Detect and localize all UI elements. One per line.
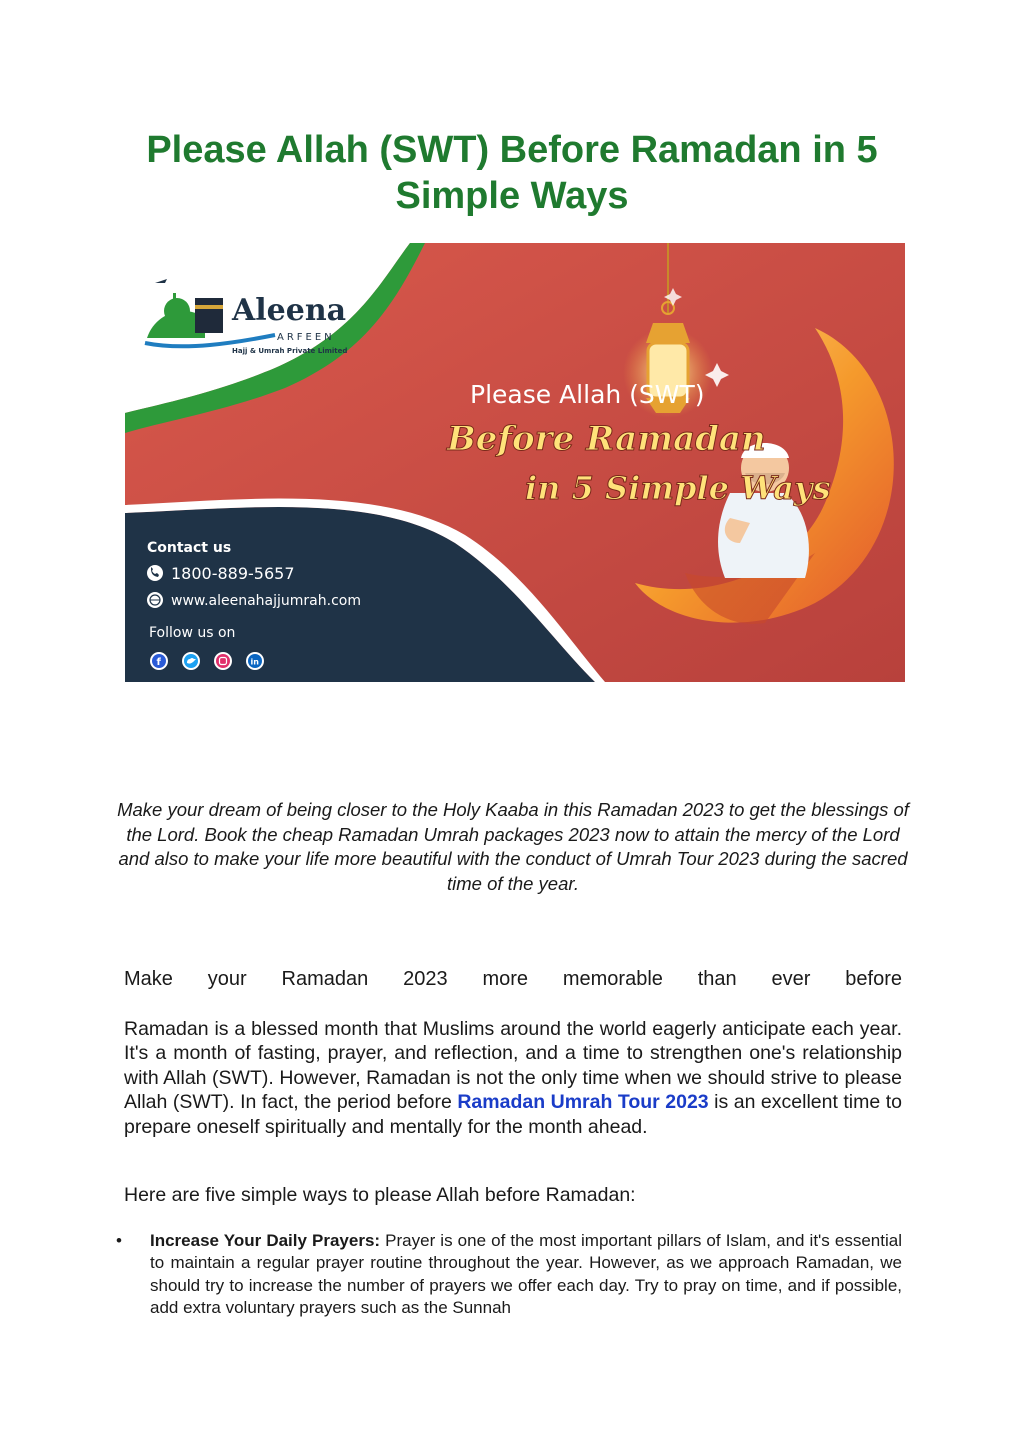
way-title: Increase Your Daily Prayers: xyxy=(150,1231,381,1250)
way-text: Prayer is one of the most important pillars of Islam, and it's essential to maintain a regular prayer routine throughout the year. However, as we approach Ramadan, we should try to increase the number of prayers we offer each day. Try to pray on time, and if possible, add extra voluntary prayers such as the Sunnah xyxy=(150,1231,902,1317)
section-subheading: Make your Ramadan 2023 more memorable than ever before xyxy=(124,968,902,990)
brand-name: Aleena xyxy=(232,293,347,328)
banner-script-line1: Before Ramadan xyxy=(447,419,766,459)
paragraph-text: Ramadan is a blessed month that Muslims around the world eagerly anticipate each year. It's a month of fasting, prayer, and reflection, and a time to strengthen one's relationship with Allah (SWT). However, Ramadan is not the only time when we should strive to please Allah (SWT). In fact, the period before xyxy=(124,1018,902,1114)
bullet-icon: • xyxy=(116,1231,122,1250)
svg-text:in: in xyxy=(250,657,259,667)
banner-script-line2: in 5 Simple Ways xyxy=(525,469,831,507)
globe-icon xyxy=(147,592,163,608)
body-paragraph-1 xyxy=(124,1017,902,1139)
ways-list xyxy=(116,1230,902,1319)
instagram-icon xyxy=(214,652,232,670)
list-item xyxy=(116,1230,902,1319)
paragraph-text: is an excellent time to prepare oneself spiritually and mentally for the month ahead. xyxy=(124,1091,902,1138)
page-title: Please Allah (SWT) Before Ramadan in 5 Simple Ways xyxy=(146,129,878,217)
linkedin-icon xyxy=(246,652,264,670)
follow-label: Follow us on xyxy=(149,625,236,641)
ramadan-umrah-tour-link[interactable]: Ramadan Umrah Tour 2023 xyxy=(457,1091,709,1114)
facebook-icon xyxy=(150,652,168,670)
svg-text:f: f xyxy=(156,657,161,668)
banner-image xyxy=(125,243,905,682)
phone-number: 1800-889-5657 xyxy=(171,564,295,583)
banner-headline: Please Allah (SWT) xyxy=(470,380,705,409)
website: www.aleenahajjumrah.com xyxy=(171,593,361,609)
phone-icon xyxy=(147,565,163,581)
body-paragraph-2: Here are five simple ways to please Allah before Ramadan: xyxy=(124,1184,636,1206)
intro-paragraph: Make your dream of being closer to the Holy Kaaba in this Ramadan 2023 to get the blessings of the Lord. Book the cheap Ramadan Umrah packages 2023 now to attain the mercy of the Lord and also to make your life more beautiful with the conduct of Umrah Tour 2023 during the sacred time of the year. xyxy=(117,799,909,894)
brand-sub: ARFEEN xyxy=(277,332,335,343)
brand-tagline: Hajj & Umrah Private Limited xyxy=(232,347,348,355)
contact-label: Contact us xyxy=(147,540,232,556)
twitter-icon xyxy=(182,652,200,670)
